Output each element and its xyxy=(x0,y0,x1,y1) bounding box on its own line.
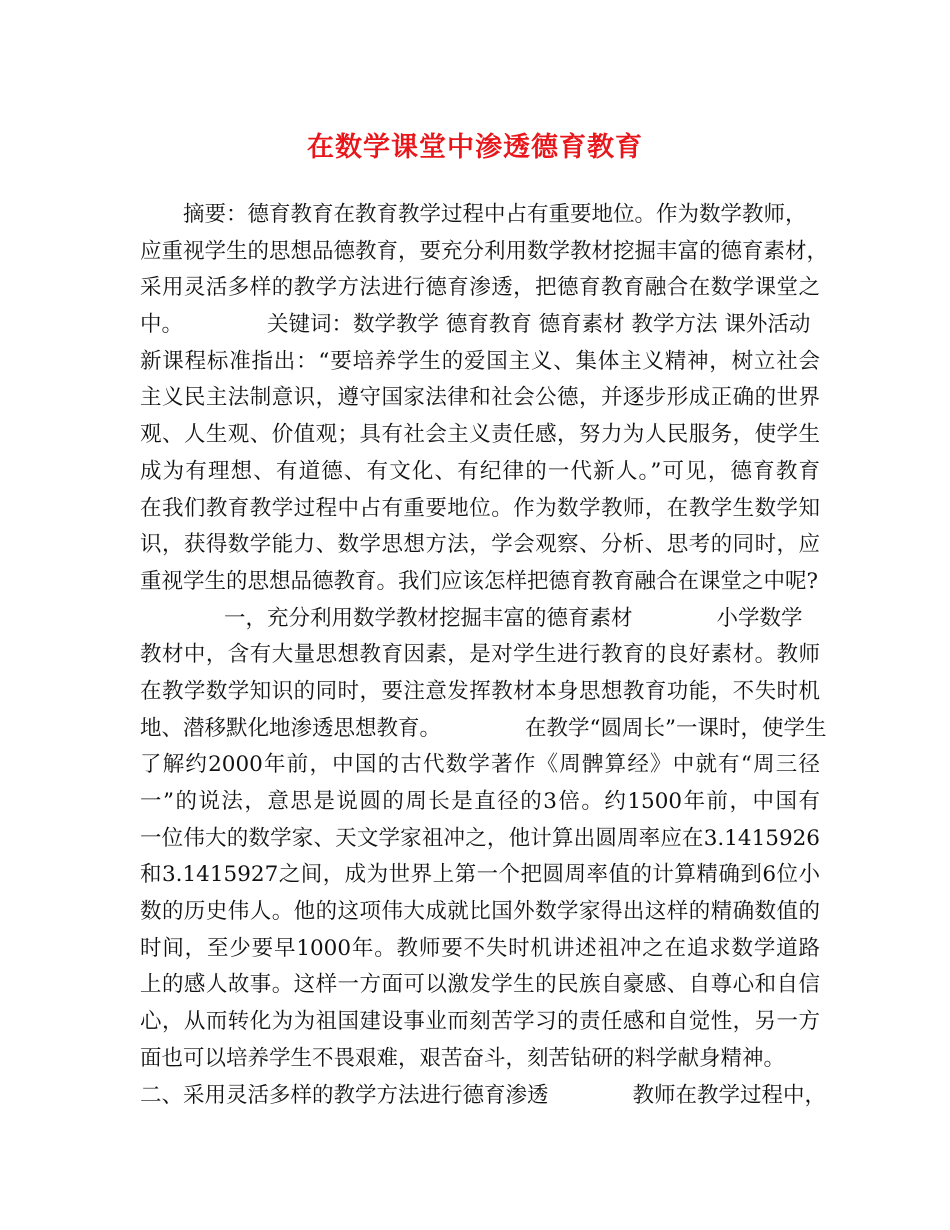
text-segment: 教师在教学过程中， xyxy=(632,1082,827,1108)
text-line: 观、人生观、价值观；具有社会主义责任感，努力为人民服务，使学生 xyxy=(140,422,820,448)
text-line xyxy=(140,711,827,748)
text-line: 教材中，含有大量思想教育因素，是对学生进行教育的良好素材。教师 xyxy=(140,642,820,668)
text-line: 心，从而转化为为祖国建设事业而刻苦学习的责任感和自觉性，另一方 xyxy=(140,1009,820,1035)
text-line: 一位伟大的数学家、天文学家祖冲之，他计算出圆周率应在3.1415926 xyxy=(140,825,820,851)
text-line: 一”的说法，意思是说圆的周长是直径的3倍。约1500年前，中国有 xyxy=(140,789,820,814)
text-line: 新课程标准指出：“要培养学生的爱国主义、集体主义精神，树立社会 xyxy=(140,348,820,374)
text-line: 重视学生的思想品德教育。我们应该怎样把德育教育融合在课堂之中呢? xyxy=(140,568,819,594)
text-line: 时间，至少要早1000年。教师要不失时机讲述祖冲之在追求数学道路 xyxy=(140,935,820,961)
text-segment: 中。 xyxy=(140,312,184,338)
document-body xyxy=(140,197,829,1114)
document-title: 在数学课堂中渗透德育教育 xyxy=(307,132,643,163)
text-line: 采用灵活多样的教学方法进行德育渗透，把德育教育融合在数学课堂之 xyxy=(140,275,820,301)
text-line: 了解约2000年前，中国的古代数学著作《周髀算经》中就有“周三径 xyxy=(140,752,820,778)
text-line: 数的历史伟人。他的这项伟大成就比国外数学家得出这样的精确数值的 xyxy=(140,899,820,925)
text-line: 面也可以培养学生不畏艰难，艰苦奋斗，刻苦钻研的料学献身精神。 xyxy=(140,1045,786,1071)
text-line: 识，获得数学能力、数学思想方法，学会观察、分析、思考的同时，应 xyxy=(140,532,820,558)
text-segment: 在教学“圆周长”一课时，使学生 xyxy=(525,715,827,741)
text-line xyxy=(140,197,820,234)
text-line: 在教学数学知识的同时，要注意发挥教材本身思想教育功能，不失时机 xyxy=(140,678,820,704)
text-line: 上的感人故事。这样一方面可以激发学生的民族自豪感、自尊心和自信 xyxy=(140,972,820,998)
keywords-text: 关键词：数学教学 德育教育 德育素材 教学方法 课外活动 xyxy=(267,312,811,338)
text-line xyxy=(140,1078,827,1115)
text-segment: 地、潜移默化地渗透思想教育。 xyxy=(140,715,442,741)
section-heading-2: 二、采用灵活多样的教学方法进行德育渗透 xyxy=(140,1082,549,1108)
text-line xyxy=(140,601,820,638)
section-heading-1: 一，充分利用数学教材挖掘丰富的德育素材 xyxy=(224,605,633,631)
text-line: 成为有理想、有道德、有文化、有纪律的一代新人。”可见，德育教育 xyxy=(140,458,820,484)
text-line: 和3.1415927之间，成为世界上第一个把圆周率值的计算精确到6位小 xyxy=(140,862,820,888)
text-segment: 摘要：德育教育在教育教学过程中占有重要地位。作为数学教师， xyxy=(183,202,807,227)
text-line xyxy=(140,307,820,344)
text-line: 应重视学生的思想品德教育，要充分利用数学教材挖掘丰富的德育素材， xyxy=(140,238,829,264)
text-line: 在我们教育教学过程中占有重要地位。作为数学教师，在教学生数学知 xyxy=(140,495,820,521)
text-line: 主义民主法制意识，遵守国家法律和社会公德，并逐步形成正确的世界 xyxy=(140,385,820,411)
text-segment: 小学数学 xyxy=(716,605,803,631)
